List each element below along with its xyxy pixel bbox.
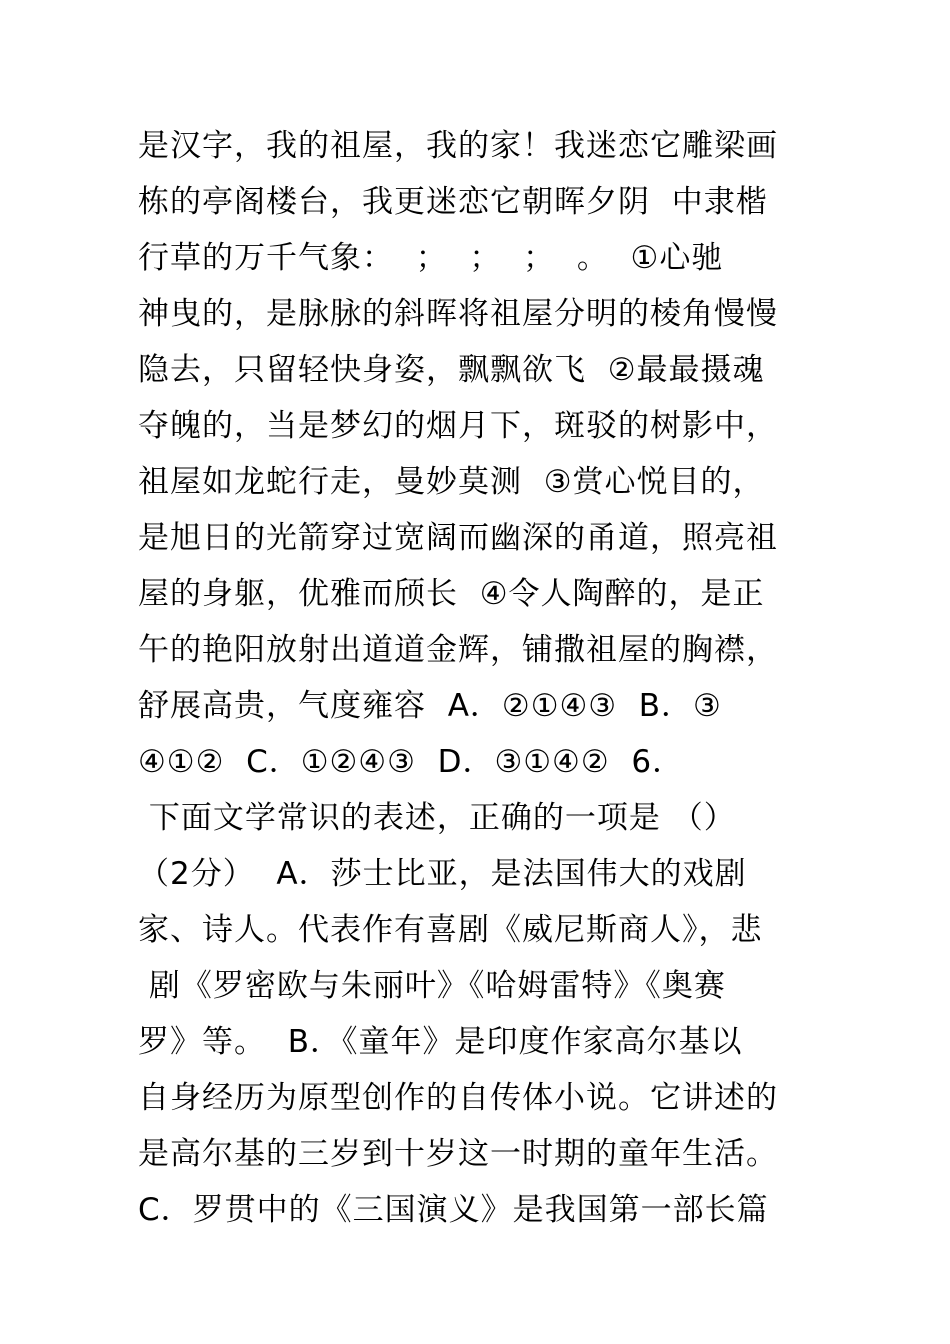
text-line: 是汉字，我的祖屋，我的家！我迷恋它雕梁画 [138,128,778,164]
text-line: 夺魄的，当是梦幻的烟月下，斑驳的树影中， [138,408,778,444]
text-line: 栋的亭阁楼台，我更迷恋它朝晖夕阴 中隶楷 [138,184,768,220]
text-line: 是高尔基的三岁到十岁这一时期的童年生活。 [138,1136,778,1172]
text-line: C．罗贯中的《三国演义》是我国第一部长篇 [138,1192,769,1228]
text-line: 行草的万千气象： ； ； ； 。 ①心驰 [138,240,724,276]
text-line: 家、诗人。代表作有喜剧《威尼斯商人》，悲 [138,912,763,948]
text-line: 神曳的，是脉脉的斜晖将祖屋分明的棱角慢慢 [138,296,778,332]
text-line: 隐去，只留轻快身姿，飘飘欲飞 ②最最摄魂 [138,352,765,388]
text-line: （2分） A．莎士比亚，是法国伟大的戏剧 [138,856,747,892]
text-line: 罗》等。 B．《童年》是印度作家高尔基以 [138,1024,743,1060]
text-line: 自身经历为原型创作的自传体小说。它讲述的 [138,1080,778,1116]
text-line: 剧《罗密欧与朱丽叶》《哈姆雷特》《奥赛 [138,968,726,1004]
text-line: ④①② C．①②④③ D．③①④② 6． [138,744,685,780]
text-line: 午的艳阳放射出道道金辉，铺撒祖屋的胸襟， [138,632,778,668]
text-line: 是旭日的光箭穿过宽阔而幽深的甬道，照亮祖 [138,520,778,556]
text-line: 下面文学常识的表述，正确的一项是 （） [138,800,736,836]
text-line: 舒展高贵，气度雍容 A．②①④③ B．③ [138,688,722,724]
text-line: 屋的身躯，优雅而颀长 ④令人陶醉的，是正 [138,576,765,612]
text-line: 祖屋如龙蛇行走，曼妙莫测 ③赏心悦目的， [138,464,765,500]
